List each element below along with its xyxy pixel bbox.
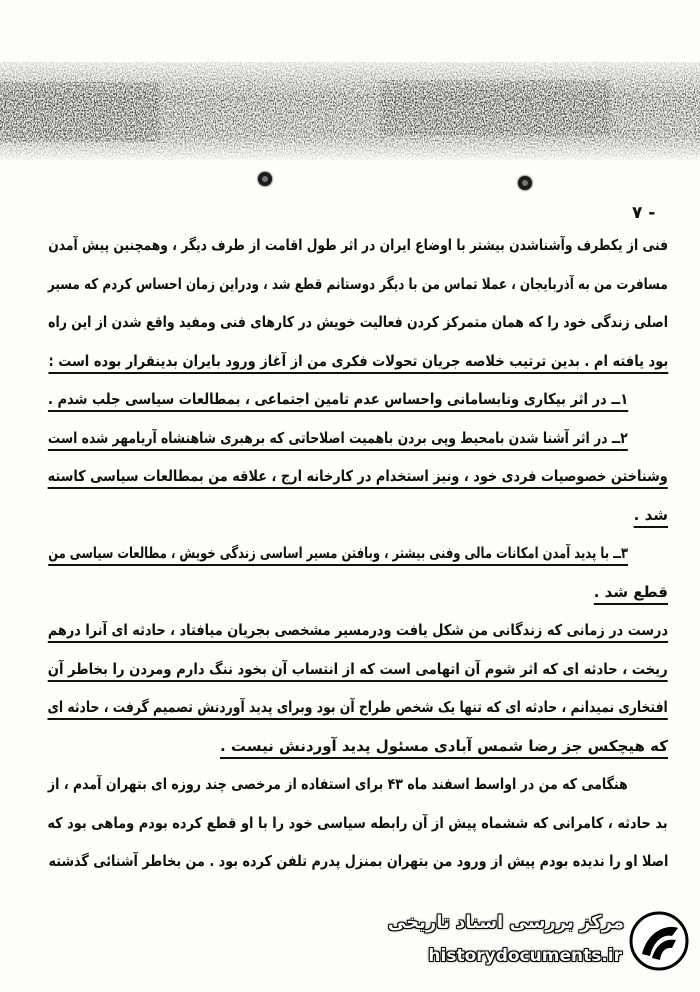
text-line-underlined: که هیچکس جز رضا شمس آبادی مسئول پدید آوردنش نیست . [220, 736, 668, 755]
archive-emblem-icon [628, 910, 690, 972]
watermark-logo [387, 906, 690, 980]
document-body [48, 226, 668, 881]
text-line-underlined: ریخت ، حادثه ای که اثر شوم آن اتهامی است که از انتساب آن بخود ننگ دارم ومردن را بخاطر آن [48, 659, 668, 678]
text-line: مسافرت من به آذربایجان ، عملا تماس من با دیگر دوستانم قطع شد ، ودراین زمان احساس کردم که مسیر [48, 274, 668, 293]
text-line: فنی از یکطرف وآشناشدن بیشتر با اوضاع ایران در اثر طول اقامت از طرف دیگر ، وهمچنین پیش آمدن [48, 236, 668, 254]
text-line-underlined: افتخاری نمیدانم ، حادثه ای که تنها یک شخص طراح آن بود وبرای پدید آوردنش تصمیم گرفت ، حادثه ای [47, 698, 668, 716]
watermark-url: historydocuments.ir [428, 946, 622, 966]
scan-noise-band [0, 62, 700, 160]
page-number: ۷ - [632, 203, 656, 223]
text-line: بد حادثه ، کامرانی که ششماه پیش از آن رابطه سیاسی خود را با او قطع کرده بودم وماهی بود که [47, 813, 668, 832]
text-line-underlined: درست در زمانی که زندگانی من شکل یافت ودرمسیر مشخصی بجریان میافتاد ، حادثه ای آنرا درهم [47, 621, 668, 639]
watermark-title: مرکز بررسی اسناد تاریخی [387, 912, 624, 933]
punch-hole [258, 172, 272, 186]
text-line: اصلی زندگی خود را که همان متمرکز کردن فعالیت خویش در کارهای فنی ومفید واقع شدن از این راه [48, 313, 668, 331]
text-line-short: قطع شد . [593, 582, 668, 601]
text-line-short: شد . [633, 505, 668, 524]
text-line: اصلا او را ندیده بودم پیش از ورود من بتهران بمنزل پدرم تلفن کرده بود . من بخاطر آشنائی گذشته [48, 852, 668, 870]
text-line-underlined: بود یافته ام . بدین ترتیب خلاصه جریان تحولات فکری من از آغاز ورود بایران بدینقرار بوده است : [48, 351, 668, 370]
list-item-3: ۳ــ با پدید آمدن امکانات مالی وفنی بیشتر ، وبافتن مسیر اساسی زندگی خویش ، مطالعات سیاسی من [48, 544, 628, 562]
text-line-underlined: وشناختن خصوصیات فردی خود ، ونیز استخدام در کارخانه ارج ، علاقه من بمطالعات سیاسی کاسته [47, 467, 668, 485]
list-item-2: ۲ــ در اثر آشنا شدن بامحیط وپی بردن باهمیت اصلاحاتی که برهبری شاهنشاه آریامهر شده است [48, 428, 628, 447]
list-item-1: ۱ــ در اثر بیکاری ونابسامانی واحساس عدم تامین اجتماعی ، بمطالعات سیاسی جلب شدم . [47, 390, 628, 408]
text-line: هنگامی که من در اواسط اسفند ماه ۴۳ برای استفاده از مرخصی چند روزه ای بتهران آمدم ، از [48, 775, 628, 793]
punch-hole [518, 176, 532, 190]
